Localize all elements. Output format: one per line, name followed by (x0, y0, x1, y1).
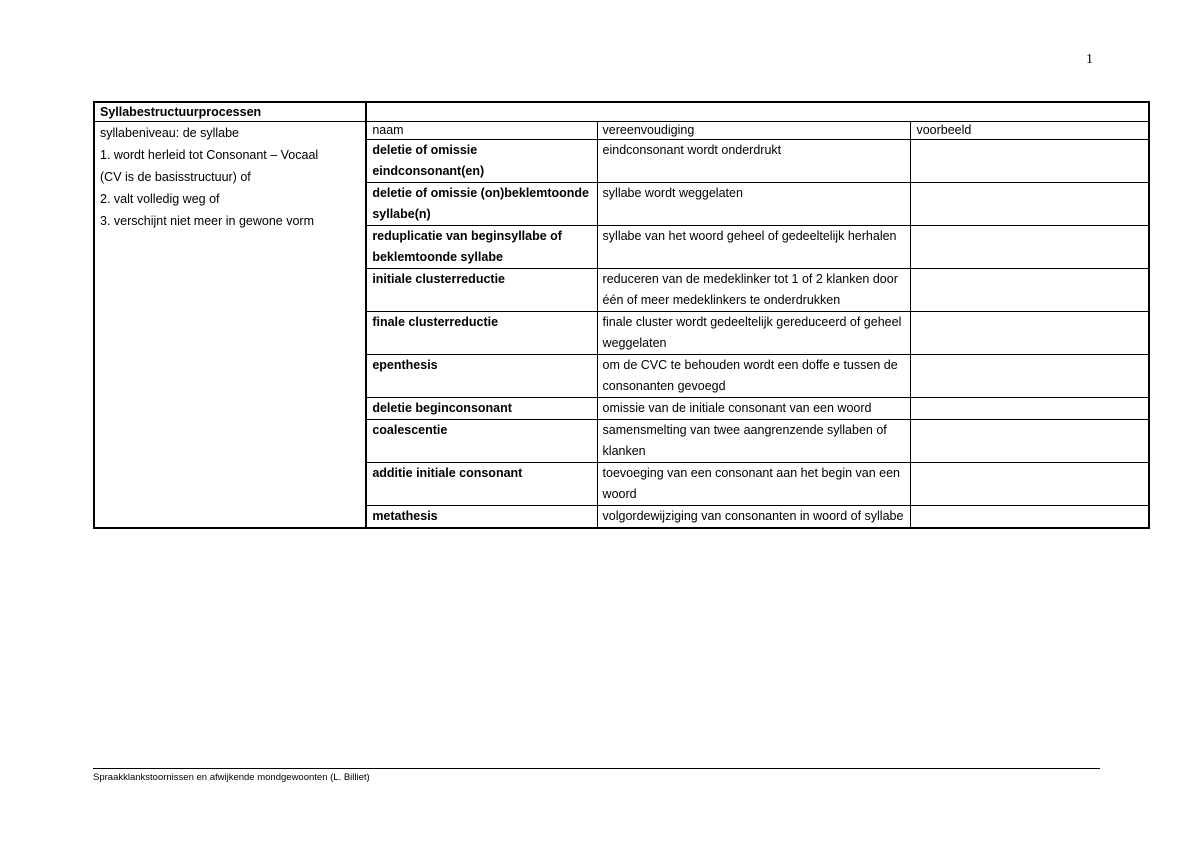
process-description: eindconsonant wordt onderdrukt (597, 140, 911, 183)
page-number: 1 (1086, 52, 1093, 67)
header-row (94, 122, 1149, 140)
process-name: deletie of omissie (on)beklemtoonde syllabe(n) (366, 183, 597, 226)
process-example (911, 183, 1149, 226)
process-name: epenthesis (366, 355, 597, 398)
title-row (94, 102, 1149, 122)
description-line: 3. verschijnt niet meer in gewone vorm (100, 214, 314, 228)
process-description: finale cluster wordt gedeeltelijk gereduceerd of geheel weggelaten (597, 312, 911, 355)
process-name: initiale clusterreductie (366, 269, 597, 312)
process-example (911, 398, 1149, 420)
process-example (911, 420, 1149, 463)
process-example (911, 312, 1149, 355)
process-example (911, 269, 1149, 312)
description-line: 1. wordt herleid tot Consonant – Vocaal (100, 148, 319, 162)
process-description: samensmelting van twee aangrenzende syllaben of klanken (597, 420, 911, 463)
header-voorbeeld: voorbeeld (911, 122, 1149, 140)
process-name: additie initiale consonant (366, 463, 597, 506)
description-line: syllabeniveau: de syllabe (100, 126, 239, 140)
table-title: Syllabestructuurprocessen (94, 102, 366, 122)
process-description: reduceren van de medeklinker tot 1 of 2 klanken door één of meer medeklinkers te onderdrukken (597, 269, 911, 312)
syllable-process-table (93, 101, 1150, 529)
process-description: toevoeging van een consonant aan het begin van een woord (597, 463, 911, 506)
left-description (94, 122, 366, 529)
process-example (911, 140, 1149, 183)
process-example (911, 355, 1149, 398)
process-name: finale clusterreductie (366, 312, 597, 355)
header-vereenvoudiging: vereenvoudiging (597, 122, 911, 140)
process-description: volgordewijziging van consonanten in woord of syllabe (597, 506, 911, 529)
description-line: (CV is de basisstructuur) of (100, 170, 251, 184)
process-example (911, 506, 1149, 529)
process-name: metathesis (366, 506, 597, 529)
header-naam: naam (366, 122, 597, 140)
process-name: coalescentie (366, 420, 597, 463)
process-description: syllabe van het woord geheel of gedeeltelijk herhalen (597, 226, 911, 269)
title-row-empty (366, 102, 1149, 122)
process-name: reduplicatie van beginsyllabe of beklemtoonde syllabe (366, 226, 597, 269)
footer-text: Spraakklankstoornissen en afwijkende mondgewoonten (L. Billiet) (93, 772, 370, 783)
process-description: om de CVC te behouden wordt een doffe e tussen de consonanten gevoegd (597, 355, 911, 398)
process-name: deletie beginconsonant (366, 398, 597, 420)
process-example (911, 226, 1149, 269)
process-description: omissie van de initiale consonant van een woord (597, 398, 911, 420)
process-description: syllabe wordt weggelaten (597, 183, 911, 226)
process-name: deletie of omissie eindconsonant(en) (366, 140, 597, 183)
footer-divider (93, 768, 1100, 769)
process-example (911, 463, 1149, 506)
description-line: 2. valt volledig weg of (100, 192, 220, 206)
